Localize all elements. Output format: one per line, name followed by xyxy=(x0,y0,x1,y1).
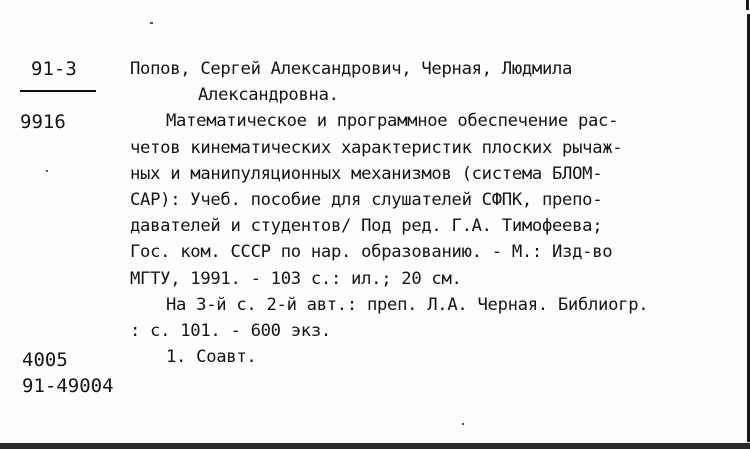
author-line: Александровна. xyxy=(198,85,339,106)
call-number-divider xyxy=(20,90,96,92)
description-line: ных и манипуляционных механизмов (система БЛОМ- xyxy=(130,163,603,184)
tracing-line: 1. Соавт. xyxy=(166,347,257,368)
record-number: 91-49004 xyxy=(22,375,114,397)
call-number-bottom: 9916 xyxy=(20,111,66,133)
description-line: МГТУ, 1991. - 103 с.: ил.; 20 см. xyxy=(130,268,462,289)
print-speck xyxy=(462,423,464,425)
note-line: : с. 101. - 600 экз. xyxy=(130,320,331,341)
print-speck xyxy=(150,22,153,24)
title-line: Математическое и программное обеспечение рас- xyxy=(166,111,619,132)
call-number-top: 91-3 xyxy=(31,58,77,80)
inventory-number: 4005 xyxy=(22,349,68,371)
card-edge-mark xyxy=(746,0,749,10)
author-line: Попов, Сергей Александрович, Черная, Людмила xyxy=(130,59,573,79)
print-speck xyxy=(46,170,48,172)
description-line: Гос. ком. СССР по нар. образованию. - М.: Изд-во xyxy=(130,242,613,263)
card-bottom-edge xyxy=(0,443,750,449)
description-line: давателей и студентов/ Под ред. Г.А. Тимофеева; xyxy=(130,216,603,237)
note-line: На 3-й с. 2-й авт.: преп. Л.А. Черная. Библиогр. xyxy=(166,294,649,315)
description-line: САР): Учеб. пособие для слушателей СФПК, препо- xyxy=(130,189,603,210)
description-line: четов кинематических характеристик плоских рычаж- xyxy=(130,137,623,158)
bibliographic-description xyxy=(130,56,730,370)
